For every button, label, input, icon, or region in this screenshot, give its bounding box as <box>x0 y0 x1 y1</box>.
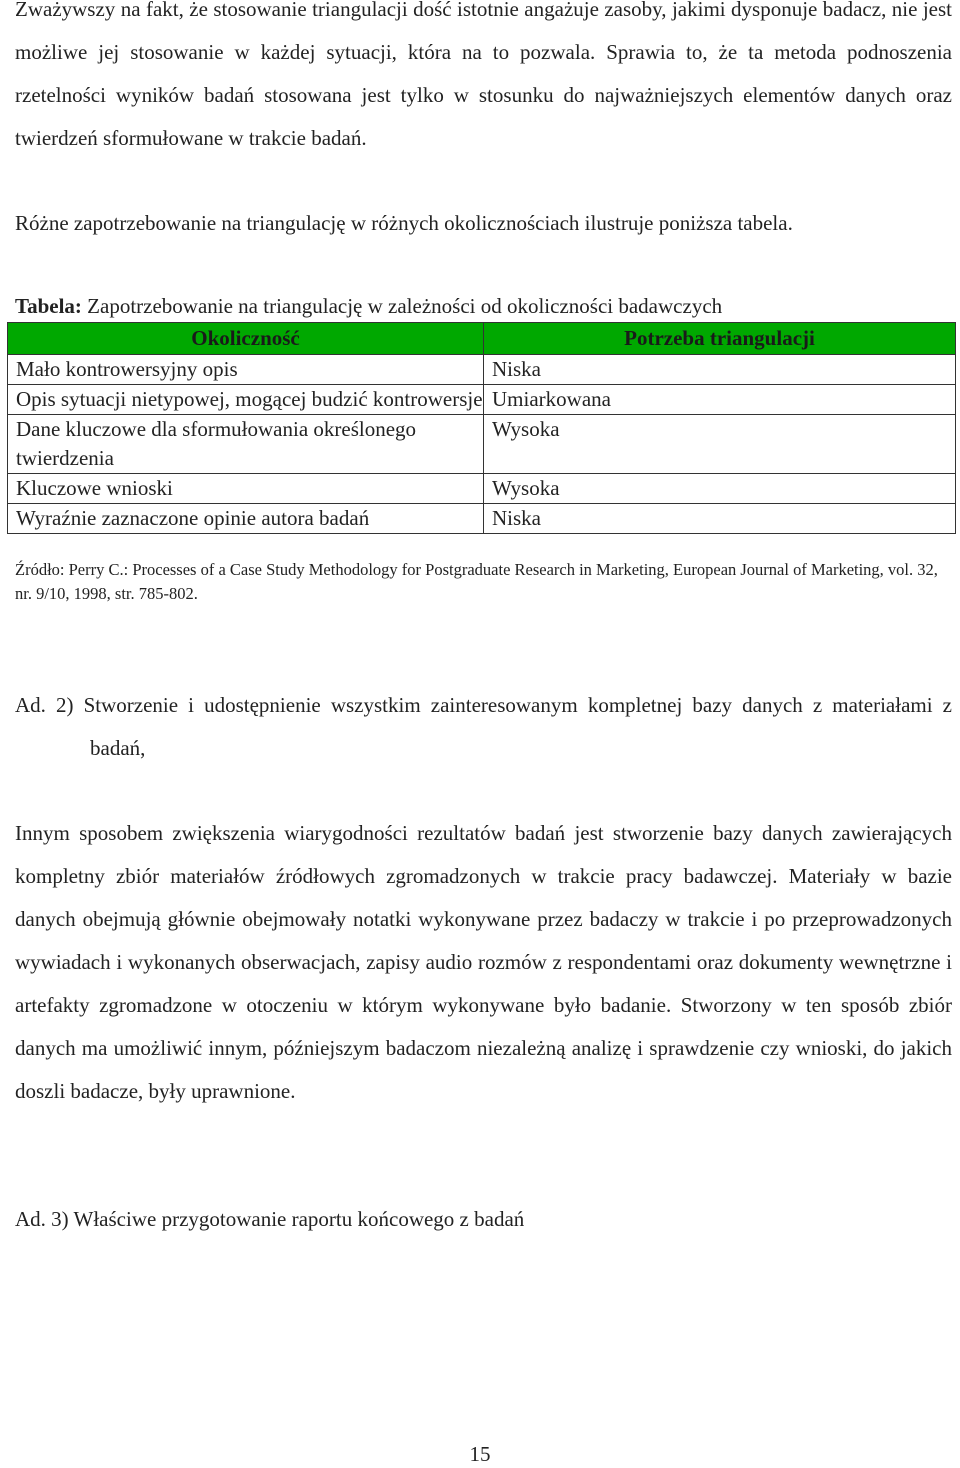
paragraph-triangulation-intro: Zważywszy na fakt, że stosowanie triangulacji dość istotnie angażuje zasoby, jakimi dysponuje badacz, nie jest możliwe jej stosowanie w każdej sytuacji, która na to pozwala. Sprawia to, że ta metoda podnoszenia rzetelności wyników badań stosowana jest tylko w stosunku do najważniejszych elementów danych oraz twierdzeń sformułowane w trakcie badań. <box>15 0 952 150</box>
table-cell-circumstance: Wyraźnie zaznaczone opinie autora badań <box>8 504 484 534</box>
table-cell-need: Umiarkowana <box>484 385 956 415</box>
table-caption-label: Tabela: <box>15 294 82 318</box>
table-row <box>8 474 956 504</box>
table-caption-text: Zapotrzebowanie na triangulację w zależności od okoliczności badawczych <box>81 294 723 318</box>
section-heading-ad3: Ad. 3) Właściwe przygotowanie raportu końcowego z badań <box>15 1207 525 1231</box>
table-header-circumstance: Okoliczność <box>8 323 484 355</box>
table-cell-need: Niska <box>484 355 956 385</box>
paragraph-database: Innym sposobem zwiększenia wiarygodności rezultatów badań jest stworzenie bazy danych zawierających kompletny zbiór materiałów źródłowych zgromadzonych w trakcie pracy badawczej. Materiały w bazie danych obejmują głównie obejmowały notatki wykonywane przez badaczy w trakcie i po przeprowadzonych wywiadach i wykonanych obserwacjach, zapisy audio rozmów z respondentami oraz dokumenty wewnętrzne i artefakty zgromadzone w otoczeniu w którym wykonywane było badanie. Stworzony w ten sposób zbiór danych ma umożliwić innym, późniejszym badaczom niezależną analizę i sprawdzenie czy wnioski, do jakich doszli badacze, były uprawnione. <box>15 821 952 1103</box>
table-cell-circumstance: Dane kluczowe dla sformułowania określonego twierdzenia <box>8 415 484 474</box>
table-row <box>8 385 956 415</box>
table-source-note: Źródło: Perry C.: Processes of a Case Study Methodology for Postgraduate Research in Marketing, European Journal of Marketing, vol. 32, nr. 9/10, 1998, str. 785-802. <box>15 560 938 603</box>
table-row <box>8 355 956 385</box>
table-cell-need: Wysoka <box>484 415 956 474</box>
triangulation-table <box>7 322 956 534</box>
paragraph-table-intro: Różne zapotrzebowanie na triangulację w różnych okolicznościach ilustruje poniższa tabela. <box>15 211 793 235</box>
table-row <box>8 504 956 534</box>
table-cell-circumstance: Mało kontrowersyjny opis <box>8 355 484 385</box>
table-cell-circumstance: Kluczowe wnioski <box>8 474 484 504</box>
page-number: 15 <box>469 1442 491 1466</box>
table-header-row <box>8 323 956 355</box>
table-cell-circumstance: Opis sytuacji nietypowej, mogącej budzić kontrowersje <box>8 385 484 415</box>
table-header-need: Potrzeba triangulacji <box>484 323 956 355</box>
table-cell-need: Wysoka <box>484 474 956 504</box>
table-cell-need: Niska <box>484 504 956 534</box>
table-row <box>8 415 956 474</box>
section-heading-ad2: Ad. 2) Stworzenie i udostępnienie wszystkim zainteresowanym kompletnej bazy danych z materiałami z badań, <box>15 693 952 760</box>
table-caption <box>15 294 722 319</box>
